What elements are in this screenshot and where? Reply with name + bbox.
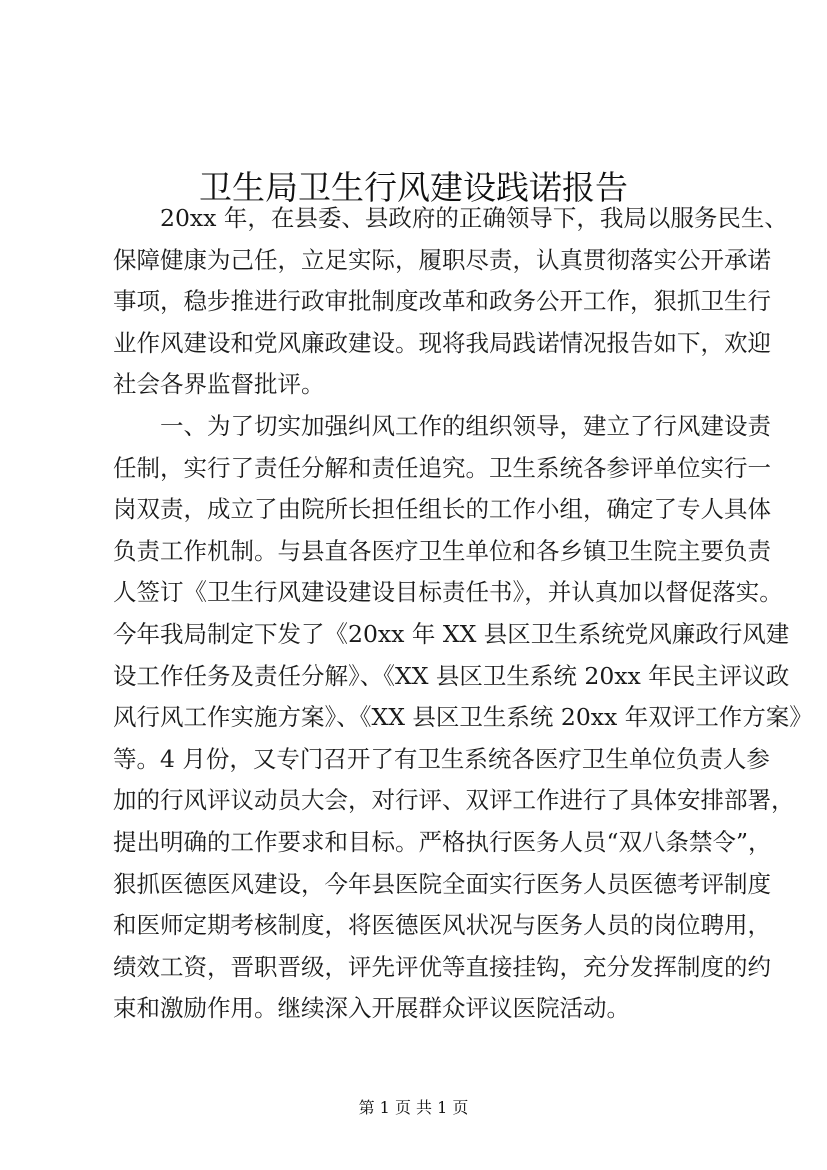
text-line: 提出明确的工作要求和目标。严格执行医务人员“双八条禁令”，: [113, 827, 772, 856]
text-line: 绩效工资，晋职晋级，评先评优等直接挂钩，充分发挥制度的约: [113, 952, 771, 981]
text-line: 加的行风评议动员大会，对行评、双评工作进行了具体安排部署，: [113, 786, 795, 815]
text-line: 人签订《卫生行风建设建设目标责任书》，并认真加以督促落实。: [113, 578, 783, 607]
paragraph-1: [113, 198, 788, 406]
text-line: 社会各界监督批评。: [113, 370, 325, 399]
text-line: 狠抓医德医风建设，今年县医院全面实行医务人员医德考评制度: [113, 869, 771, 898]
text-line: 束和激励作用。继续深入开展群众评议医院活动。: [113, 994, 630, 1023]
text-line: 负责工作机制。与县直各医疗卫生单位和各乡镇卫生院主要负责: [113, 536, 771, 565]
text-line: 今年我局制定下发了《20xx 年 XX 县区卫生系统党风廉政行风建: [113, 619, 790, 648]
paragraph-2: [113, 406, 813, 1030]
text-line: 保障健康为己任，立足实际，履职尽责，认真贯彻落实公开承诺: [113, 245, 771, 274]
page-footer: 第 1 页 共 1 页: [358, 1098, 469, 1117]
text-line: 风行风工作实施方案》、《XX 县区卫生系统 20xx 年双评工作方案》: [113, 703, 813, 732]
text-line: 业作风建设和党风廉政建设。现将我局践诺情况报告如下，欢迎: [113, 328, 771, 357]
text-line: 岗双责，成立了由院所长担任组长的工作小组，确定了专人具体: [113, 495, 771, 524]
text-line: 一、为了切实加强纠风工作的组织领导，建立了行风建设责: [160, 411, 771, 440]
text-line: 设工作任务及责任分解》、《XX 县区卫生系统 20xx 年民主评议政: [113, 661, 790, 690]
text-line: 和医师定期考核制度，将医德医风状况与医务人员的岗位聘用，: [113, 911, 771, 940]
text-line: 任制，实行了责任分解和责任追究。卫生系统各参评单位实行一: [113, 453, 771, 482]
text-line: 事项，稳步推进行政审批制度改革和政务公开工作，狠抓卫生行: [113, 287, 771, 316]
text-line: 20xx 年，在县委、县政府的正确领导下，我局以服务民生、: [160, 204, 788, 232]
text-line: 等。4 月份，又专门召开了有卫生系统各医疗卫生单位负责人参: [113, 744, 770, 773]
document-body: [113, 198, 813, 1030]
document-title: 卫生局卫生行风建设践诺报告: [199, 168, 628, 208]
